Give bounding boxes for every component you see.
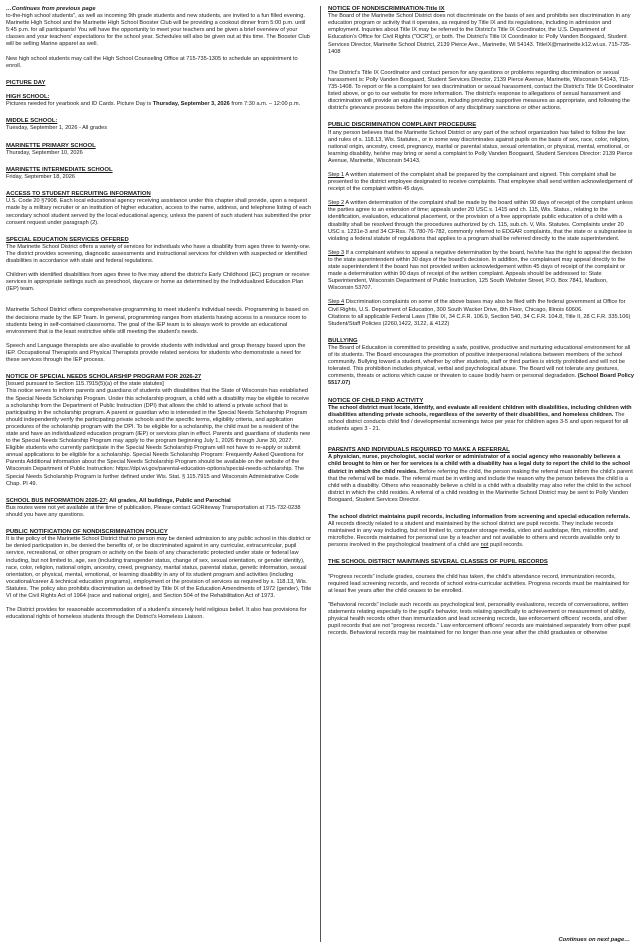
child-find-text: The school district conducts child find / developmental screenings twice per year for children ages 3-5 and upon request for all students ages 3 - 21. xyxy=(328,411,629,433)
step-2-text: A written determination of the complaint shall be made by the board within 90 days of receipt of the complaint unless the parties agree to an extension of time; appeals under 20 USC s. 1415 and ch. 115, Wis. Status., relating to the identification, evaluation, educational placement, or the provision of a free appropriate public education of a child with a disability shall be resolved through the procedures authorized by ch. 115, sub.ch. V, Wis. Statutes. Complaints under 20 USC s. 1231e-3 and 34 CFRss. 76.780-76-782, commonly referred to EDGAR complaints, that the state or a subgrantee is violating a federal statute of regulations that applies to a program shall be referred directly to the state superintendent. xyxy=(328,200,633,242)
high-school-picture-date: Thursday, September 3, 2026 xyxy=(152,101,230,108)
right-column xyxy=(328,6,634,945)
continued-from-note: …Continues from previous page xyxy=(6,6,96,12)
scholarship-heading: NOTICE OF SPECIAL NEEDS SCHOLARSHIP PROGRAM FOR 2026-27 xyxy=(6,374,202,381)
complaint-procedure-heading: PUBLIC DISCRIMINATION COMPLAINT PROCEDURE xyxy=(328,122,477,129)
continued-on-note: Continues on next page… xyxy=(558,937,630,943)
step-2-paragraph xyxy=(328,200,634,243)
intermediate-school-date: Friday, September 18, 2026 xyxy=(6,174,75,181)
left-column xyxy=(6,6,312,945)
step-1-text: A written statement of the complaint shall be prepared by the complainant and signed. This complaint shall be presented to the district employee designated to receive complaints. That employee shall send written acknowledgement of receipt of the complaint within 45 days. xyxy=(328,172,633,193)
referral-paragraph xyxy=(328,454,634,504)
bullying-text: The Board of Education is committed to providing a safe, positive, productive and nurturing educational environment for all of its students. The Board encourages the promotion of positive interpersonal relations between members of the school community. Bullying toward a student, whether by other students, staff or third parties is strictly prohibited and will not be tolerated. This prohibition includes physical, verbal and psychological abuse. The Board will not tolerate any gestures, comments, threats or actions which cause or threaten to cause bodily harm or personal degradation. xyxy=(328,344,631,380)
title-ix-paragraph-2: The District's Title IX Coordinator and contact person for any questions or problems regarding discrimination or sexual harassment is: Polly Vanden Boogaard, Student Services Director, 2139 Pierce Avenue, Marinette, Wisconsin 54143, 715-735-1408. To report or file a complaint for sex discrimination or sexual harassment, contact the District's Title IX Coordinator listed above, or go to our website for more information. The district's response to allegations of sexual harassment and discrimination will provide an equitable process, including providing supportive measures as appropriate, and following the district's grievance process before the imposition of any disciplinary sanctions or other actions. xyxy=(328,69,634,112)
step-1-label: Step 1 xyxy=(328,172,345,178)
progress-records-paragraph: "Progress records" include grades, courses the child has taken, the child's attendance record, immunization records, required lead screening records, and records of school extra-curricular activities. Progress records must be maintained for at least five years after the child ceases to be enrolled. xyxy=(328,573,630,594)
step-2-label: Step 2 xyxy=(328,200,345,207)
special-education-heading: SPECIAL EDUCATION SERVICES OFFERED xyxy=(6,236,129,243)
referral-heading: PARENTS AND INDIVIDUALS REQUIRED TO MAKE A REFERRAL xyxy=(328,447,510,454)
special-education-paragraph-4: Speech and Language therapists are also available to provide students with individual and group therapy based upon the IEP. Occupational Therapists and Physical Therapists provide related services for students who demonstrate a need for these services through the IEP process. xyxy=(6,342,306,364)
child-find-bold-text: The school district must locate, identify, and evaluate all resident children with disabilities, including children with disabilities attending private schools, regardless of the severity of their disabilities, and homeless children. xyxy=(328,404,632,418)
referral-text: Before referring the child, the person making the referral must inform the child's parent that the referral will be made. The referral must be in writing and include the reason why the person believes the child is a child with a disability. Others who reasonably believe a child is a child with a disability may also refer the child to the school district in which the child resides. A referral of a child residing in the Marinette School District may be sent to Polly Vanden Boogaard, Student Services Director. xyxy=(328,468,633,503)
bus-heading-scope: All grades, All buildings, Public and Parochial xyxy=(107,497,231,504)
high-school-picture-text: Pictures needed for yearbook and ID Cards. Picture Day is xyxy=(6,101,153,108)
pupil-records-text: All records directly related to a student and maintained by the school district are pupil records. They include records maintained in any way including, but not limited to, computer storage media, video and audiotape, film, microfilm, and microfiche. Records maintained for personal use by a teacher and not available to others and records available only to persons involved in the psychological treatment of a child are xyxy=(328,521,621,549)
step-4-paragraph xyxy=(328,299,634,313)
middle-school-heading: MIDDLE SCHOOL: xyxy=(6,118,58,125)
special-education-paragraph-1: The Marinette School District offers a variety of services for individuals who have a disability from ages three to twenty-one. The district provides screening, diagnostic assessments and instructional services for children with suspected or identified disabilities in accordance with state and federal regulations. xyxy=(6,243,311,265)
referral-bold-text: A physician, nurse, psychologist, social worker or administrator of a social agency who reasonably believes a child brought to him or her for services is a child with a disability has a legal duty to report the child to the school district in which the child resides. xyxy=(328,454,631,475)
bullying-heading: BULLYING xyxy=(328,337,358,344)
nondiscrimination-paragraph: It is the policy of the Marinette School District that no person may be denied admission to any public school in this district or be denied participation in, be denied the benefits of, or be discriminated against in any curricular, extracurricular, pupil service, recreational, or other program or activity on the basis of any characteristic protected under state or federal law including, but not limited to, age, sex (including transgender status, change of sex, sexual orientation, or gender identity), race, color, religion, national origin, ancestry, creed, pregnancy, marital status, parental status, genetic information, sexual orientation, or physical, mental, emotional, or learning disability in any of its student program and activities (including vocational/career & technical education programs), employment or the provision of services as required by s. 118.13, Wis. Statutes. The policy also prohibits discrimination as defined by Title IX of the Education Amendments of 1972 (gender), Title VI of the Civil Rights Act of 1964 (race and national origin), and Section 504 of the Rehabilitation Act of 1973. xyxy=(6,536,312,599)
title-ix-heading: NOTICE OF NONDISCRIMINATION-Title IX xyxy=(328,6,445,12)
scholarship-issued-note: [Issued pursuant to Section 115.7915(5)(a) of the state statutes] xyxy=(6,381,164,388)
open-house-paragraph: to-the-high school students", as well as incoming 9th grade students and new students, are invited to a fun filled evening. Marinette High School and the Marinette High School Booster Club will be providing a cookout dinner from 5:00 p.m. until 5:45 p.m. for all participants! You will have the opportunity to meet your teachers and be given a brief overview of your classes and your teachers' expectations for the school year. Schedules will also be given out at this time. The Booster Club will be selling Marine apparel as well. xyxy=(6,13,310,48)
behavioral-records-paragraph: "Behavioral records" include such records as psychological test, personality evaluations, records of conversations, written statements relating especially to the pupil's behavior, tests relating specifically to achievement or measurement of ability, physical health records other than immunization and lead screening records, law enforcement officers' records, and other pupil records that are not "progress records." Law enforcement officers' records are maintained separately from other pupil records. Behavioral records may be maintained for no longer than one year after the child graduates or otherwise xyxy=(328,601,631,637)
column-divider xyxy=(320,6,321,942)
bullying-paragraph xyxy=(328,345,634,388)
step-3-text: If a complainant wishes to appeal a negative determination by the board, he/she has the right to appeal the decision to the state superintendent within 30 days of the board's decision. In addition, the complainant may appeal directly to the state superintendent if the board has not provided written acknowledgement within 45 days of receipt of the complaint or made a determination within 90 days of receipt of the written complaint. Appeals should be addressed to: State Superintendent, Wisconsin Department of Public Instruction, 125 South Webster Street, P.O. Box 7841, Madison, Wisconsin 53707. xyxy=(328,249,633,292)
middle-school-date: Tuesday, September 1, 2026 - All grades xyxy=(6,125,108,132)
recruiting-paragraph: U.S. Code 20 §7908. Each local educational agency receiving assistance under this chapter shall provide, upon a request made by a military recruiter or an institution of higher education, access to the name, address, and telephone listing of each secondary school student served by the local educational agency, unless the parent of such student has submitted the prior consent request under paragraph (2). xyxy=(6,198,312,226)
high-school-picture-time: from 7:30 a.m. – 12:00 p.m. xyxy=(229,101,301,108)
step-1-paragraph xyxy=(328,172,634,193)
high-school-heading: HIGH SCHOOL: xyxy=(6,93,50,100)
complaint-paragraph: If any person believes that the Marinette School District or any part of the school organization has failed to follow the law and rules of s. 118.13, Wis. Statutes., or in some way discriminates against pupils on the basis of sex, race, color, religion, national origin, ancestry, creed, pregnancy, marital or parental status, sexual orientation, or physical, mental, emotional, or learning disability, he/she may bring or send a complaint to Polly Vanden Boogaard, Student Services Director: 2139 Pierce Avenue, Marinette, Wisconsin 54143. xyxy=(328,129,633,164)
record-classes-heading: THE SCHOOL DISTRICT MAINTAINS SEVERAL CLASSES OF PUPIL RECORDS xyxy=(328,559,548,566)
picture-day-heading: PICTURE DAY xyxy=(6,79,46,86)
bus-paragraph: Bus routes were not yet available at the time of publication. Please contact GORiteway Transportation at 715-732-0238 should you have any questions. xyxy=(6,504,301,518)
pupil-records-not: not xyxy=(480,542,489,549)
recruiting-heading: ACCESS TO STUDENT RECRUITING INFORMATION xyxy=(6,191,151,198)
special-education-paragraph-3: Marinette School District offers comprehensive programming to meet student's individual needs. Programming is based on the decisions made by the IEP Team. In general, programming ranges from students having access to a resource room to students being in self-contained classrooms. The goal of the IEP team is to always work to provide an educational environment that is the least restrictive while still meeting the student's needs. xyxy=(6,307,309,335)
child-find-heading: NOTICE OF CHILD FIND ACTIVITY xyxy=(328,397,424,404)
title-ix-paragraph-1: The Board of the Marinette School District does not discriminate on the basis of sex and prohibits sex discrimination in any education program or activity that it operates, as required by Title IX and its regulations, including in admission and employment. Inquiries about Title IX may be referred to the District's Title IX Coordinator, the U.S. Department of Education's Office for Civil Rights ("OCR"), or both. The District's Title IX Coordinator is: Polly Vanden Boogaard, Student Services Director, Marinette School District, 2139 Pierce Ave., Marinette, WI 54143. TitleIX@marinette.k12.wi.us. 715-735-1408 xyxy=(328,13,631,55)
pupil-records-paragraph xyxy=(328,514,634,549)
pupil-records-bold-text: The school district maintains pupil records, including information from screening and special education referrals. xyxy=(328,513,631,520)
step-3-paragraph xyxy=(328,250,634,293)
high-school-picture-paragraph xyxy=(6,101,312,108)
citations-paragraph: Citations to all applicable Federal Laws (Title IX, 34 C.F.R. 106.9, Section 540, 34 C.F.R. 104.8, Title II, 28 C.F.R. 335.106) Student/Staff Policies (2260,1422, 3122, & 4122) xyxy=(328,313,631,327)
step-4-text: Discrimination complaints on some of the above bases may also be filed with the federal government at Office for Civil Rights, U.S. Department of Education, 300 South Wacker Drive, 8th Floor, Chicago, Illinois 60606. xyxy=(328,299,626,313)
bus-heading-line xyxy=(6,498,312,505)
special-education-paragraph-2: Children with identified disabilities from ages three to five may attend the district's Early Childhood (EC) program or receive services in appropriate settings such as preschool, daycare or home as determined by the Individualized Education Plan (IEP) team. xyxy=(6,272,310,293)
bullying-policy-ref: (School Board Policy 5517.07) xyxy=(328,373,634,387)
step-4-label: Step 4 xyxy=(328,299,345,306)
bus-heading: SCHOOL BUS INFORMATION 2026-27: xyxy=(6,497,108,504)
child-find-paragraph xyxy=(328,405,634,433)
primary-school-date: Thursday, September 10, 2026 xyxy=(6,149,83,156)
pupil-records-end: pupil records. xyxy=(488,542,524,549)
primary-school-heading: MARINETTE PRIMARY SCHOOL xyxy=(6,142,96,149)
step-3-label: Step 3 xyxy=(328,249,345,256)
intermediate-school-heading: MARINETTE INTERMEDIATE SCHOOL xyxy=(6,166,113,173)
accommodation-paragraph: The District provides for reasonable accommodation of a student's sincerely held religious belief. It also has provisions for educational rights of homeless students through the District's Homeless Liaison. xyxy=(6,607,307,621)
counseling-paragraph: New high school students may call the High School Counseling Office at 715-735-1305 to schedule an appointment to enroll. xyxy=(6,55,298,69)
scholarship-paragraph: This notice serves to inform parents and guardians of students with disabilities that the State of Wisconsin has established the Special Needs Scholarship Program. Under this scholarship program, a child with a disability may be eligible to receive a scholarship from the Department of Public Instruction (DPI) that allows the child to attend a private school that is participating in the scholarship program. A parent or guardian who is interested in the Special Needs Scholarship Program should independently verify the participating private schools and the specific terms, eligibility criteria, and application procedures of the scholarship program with the DPI. To be eligible for a scholarship, the child must be a resident of the state and have an individualized education program (IEP) or services plan in effect. Parents and guardians of students new to the Special Needs Scholarship Program may apply to the program beginning July 1, 2026 through June 30, 2027. Eligible students who currently participate in the Special Needs Scholarship Program will not have to re-apply or submit annual applications to be eligible for a scholarship. Special Needs Scholarship Program: Frequently Asked Questions for Parents Additional information about the Special Needs Scholarship Program should be available on the website of the Wisconsin Department of Public Instruction: https://dpi.wi.gov/parental-education-options/special-needs-scholarship. The Special Needs Scholarship Program is further defined under Wis. Stat. § 115.7915 and Wisconsin Administrative Code Chap. PI 49. xyxy=(6,388,311,487)
newsletter-page xyxy=(6,6,634,945)
nondiscrimination-heading: PUBLIC NOTIFICATION OF NONDISCRIMINATION POLICY xyxy=(6,529,168,536)
